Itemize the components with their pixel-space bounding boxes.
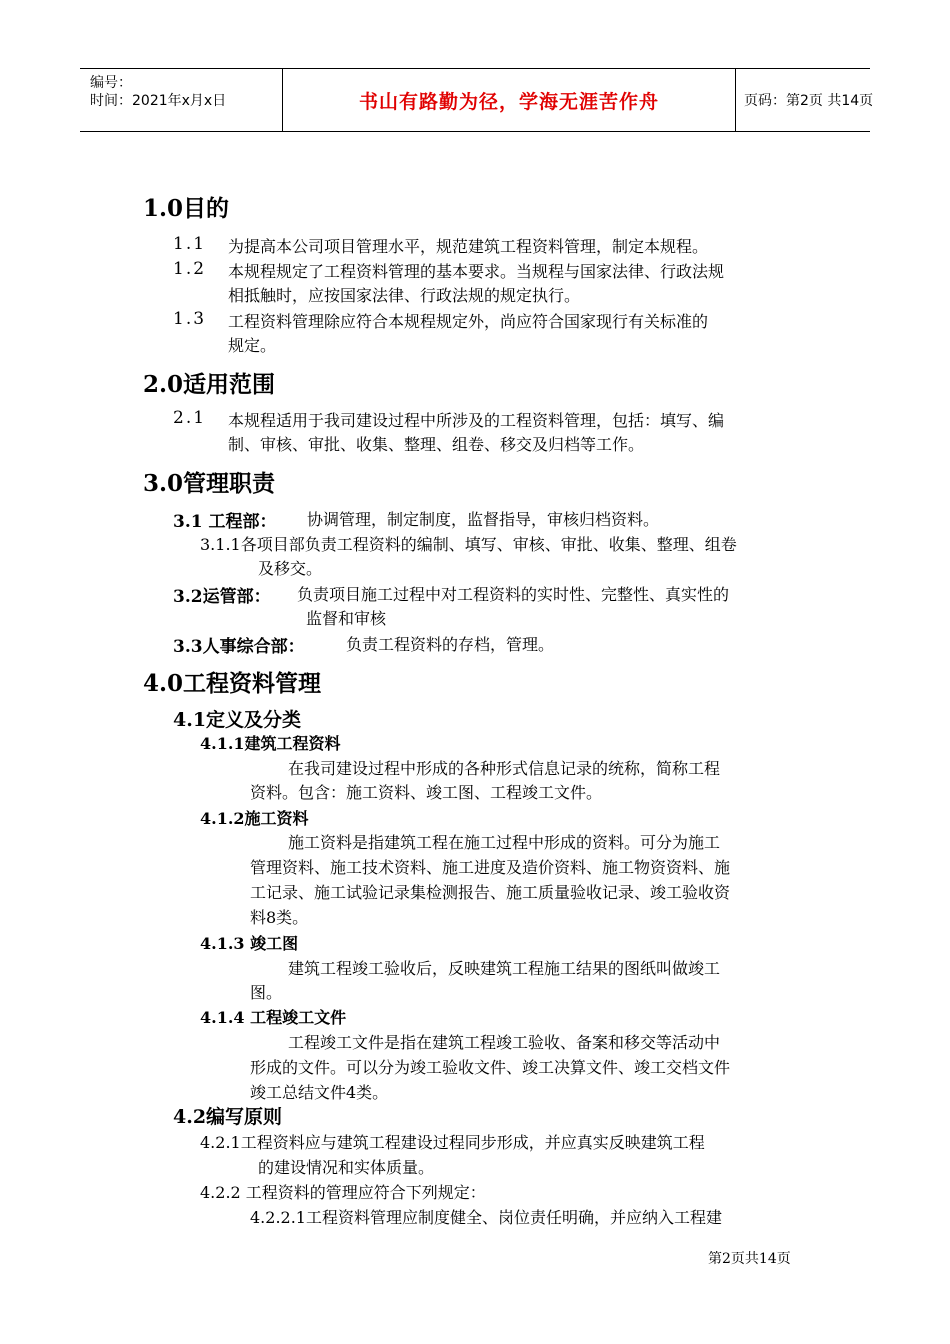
def-4-1-3-line1: 建筑工程竣工验收后，反映建筑工程施工结果的图纸叫做竣工 xyxy=(288,959,721,978)
def-4-1-4-line1: 工程竣工文件是指在建筑工程竣工验收、备案和移交等活动中 xyxy=(288,1033,721,1052)
item-2-1-number: 2.1 xyxy=(173,408,207,428)
item-3-1-1-line2: 及移交。 xyxy=(258,559,323,578)
item-3-2-line1: 负责项目施工过程中对工程资料的实时性、完整性、真实性的 xyxy=(297,585,730,604)
item-1-2-line1: 本规程规定了工程资料管理的基本要求。当规程与国家法律、行政法规 xyxy=(228,262,725,281)
section-1-heading: 1.0目的 xyxy=(143,195,230,222)
document-header xyxy=(80,68,874,132)
principle-4-2-2: 4.2.2 工程资料的管理应符合下列规定： xyxy=(200,1183,486,1202)
item-3-2-label: 3.2运管部： xyxy=(173,587,271,607)
section-2-heading: 2.0适用范围 xyxy=(143,371,276,398)
def-4-1-1-line1: 在我司建设过程中形成的各种形式信息记录的统称，简称工程 xyxy=(288,759,721,778)
def-4-1-1-line2: 资料。包含：施工资料、竣工图、工程竣工文件。 xyxy=(250,783,603,802)
item-1-2-number: 1.2 xyxy=(173,259,207,279)
principle-4-2-1-line1: 4.2.1工程资料应与建筑工程建设过程同步形成，并应真实反映建筑工程 xyxy=(200,1133,705,1152)
def-4-1-2-line1: 施工资料是指建筑工程在施工过程中形成的资料。可分为施工 xyxy=(288,833,721,852)
document-date: 时间：2021年x月x日 xyxy=(90,93,227,109)
header-page-info: 页码：第2页 共14页 xyxy=(744,93,874,109)
def-4-1-2-line2: 管理资料、施工技术资料、施工进度及造价资料、施工物资资料、施 xyxy=(250,858,731,877)
def-4-1-3-title: 4.1.3 竣工图 xyxy=(200,934,299,953)
def-4-1-2-line4: 料8类。 xyxy=(250,908,309,927)
principle-4-2-1-line2: 的建设情况和实体质量。 xyxy=(258,1158,435,1177)
item-1-3-line1: 工程资料管理除应符合本规程规定外，尚应符合国家现行有关标准的 xyxy=(228,312,709,331)
item-3-1-1-line1: 3.1.1各项目部负责工程资料的编制、填写、审核、审批、收集、整理、组卷 xyxy=(200,535,737,554)
principle-4-2-2-1: 4.2.2.1工程资料管理应制度健全、岗位责任明确，并应纳入工程建 xyxy=(250,1208,722,1227)
section-4-heading: 4.0工程资料管理 xyxy=(143,670,322,697)
section-3-heading: 3.0管理职责 xyxy=(143,470,276,497)
item-1-2-line2: 相抵触时，应按国家法律、行政法规的规定执行。 xyxy=(228,286,581,305)
item-1-3-line2: 规定。 xyxy=(228,336,277,355)
item-2-1-line2: 制、审核、审批、收集、整理、组卷、移交及归档等工作。 xyxy=(228,435,645,454)
def-4-1-1-title: 4.1.1建筑工程资料 xyxy=(200,734,341,753)
item-2-1-line1: 本规程适用于我司建设过程中所涉及的工程资料管理，包括：填写、编 xyxy=(228,411,725,430)
header-meta xyxy=(80,69,282,131)
page-footer: 第2页共14页 xyxy=(708,1251,791,1267)
subsection-4-2-heading: 4.2编写原则 xyxy=(173,1106,283,1128)
def-4-1-4-line3: 竣工总结文件4类。 xyxy=(250,1083,389,1102)
item-1-1-text: 为提高本公司项目管理水平，规范建筑工程资料管理，制定本规程。 xyxy=(228,237,709,256)
def-4-1-2-line3: 工记录、施工试验记录集检测报告、施工质量验收记录、竣工验收资 xyxy=(250,883,731,902)
document-number: 编号： xyxy=(90,75,132,91)
def-4-1-2-title: 4.1.2施工资料 xyxy=(200,809,309,828)
item-3-1-text: 协调管理，制定制度，监督指导，审核归档资料。 xyxy=(307,510,660,529)
item-1-1-number: 1.1 xyxy=(173,234,207,254)
item-3-3-text: 负责工程资料的存档，管理。 xyxy=(346,635,555,654)
item-3-3-label: 3.3人事综合部： xyxy=(173,637,305,657)
item-3-2-line2: 监督和审核 xyxy=(306,609,387,628)
subsection-4-1-heading: 4.1定义及分类 xyxy=(173,709,302,731)
header-motto: 书山有路勤为径，学海无涯苦作舟 xyxy=(282,69,736,131)
def-4-1-4-line2: 形成的文件。可以分为竣工验收文件、竣工决算文件、竣工交档文件 xyxy=(250,1058,731,1077)
item-1-3-number: 1.3 xyxy=(173,309,207,329)
def-4-1-4-title: 4.1.4 工程竣工文件 xyxy=(200,1008,347,1027)
def-4-1-3-line2: 图。 xyxy=(250,983,283,1002)
item-3-1-label: 3.1 工程部： xyxy=(173,512,277,532)
